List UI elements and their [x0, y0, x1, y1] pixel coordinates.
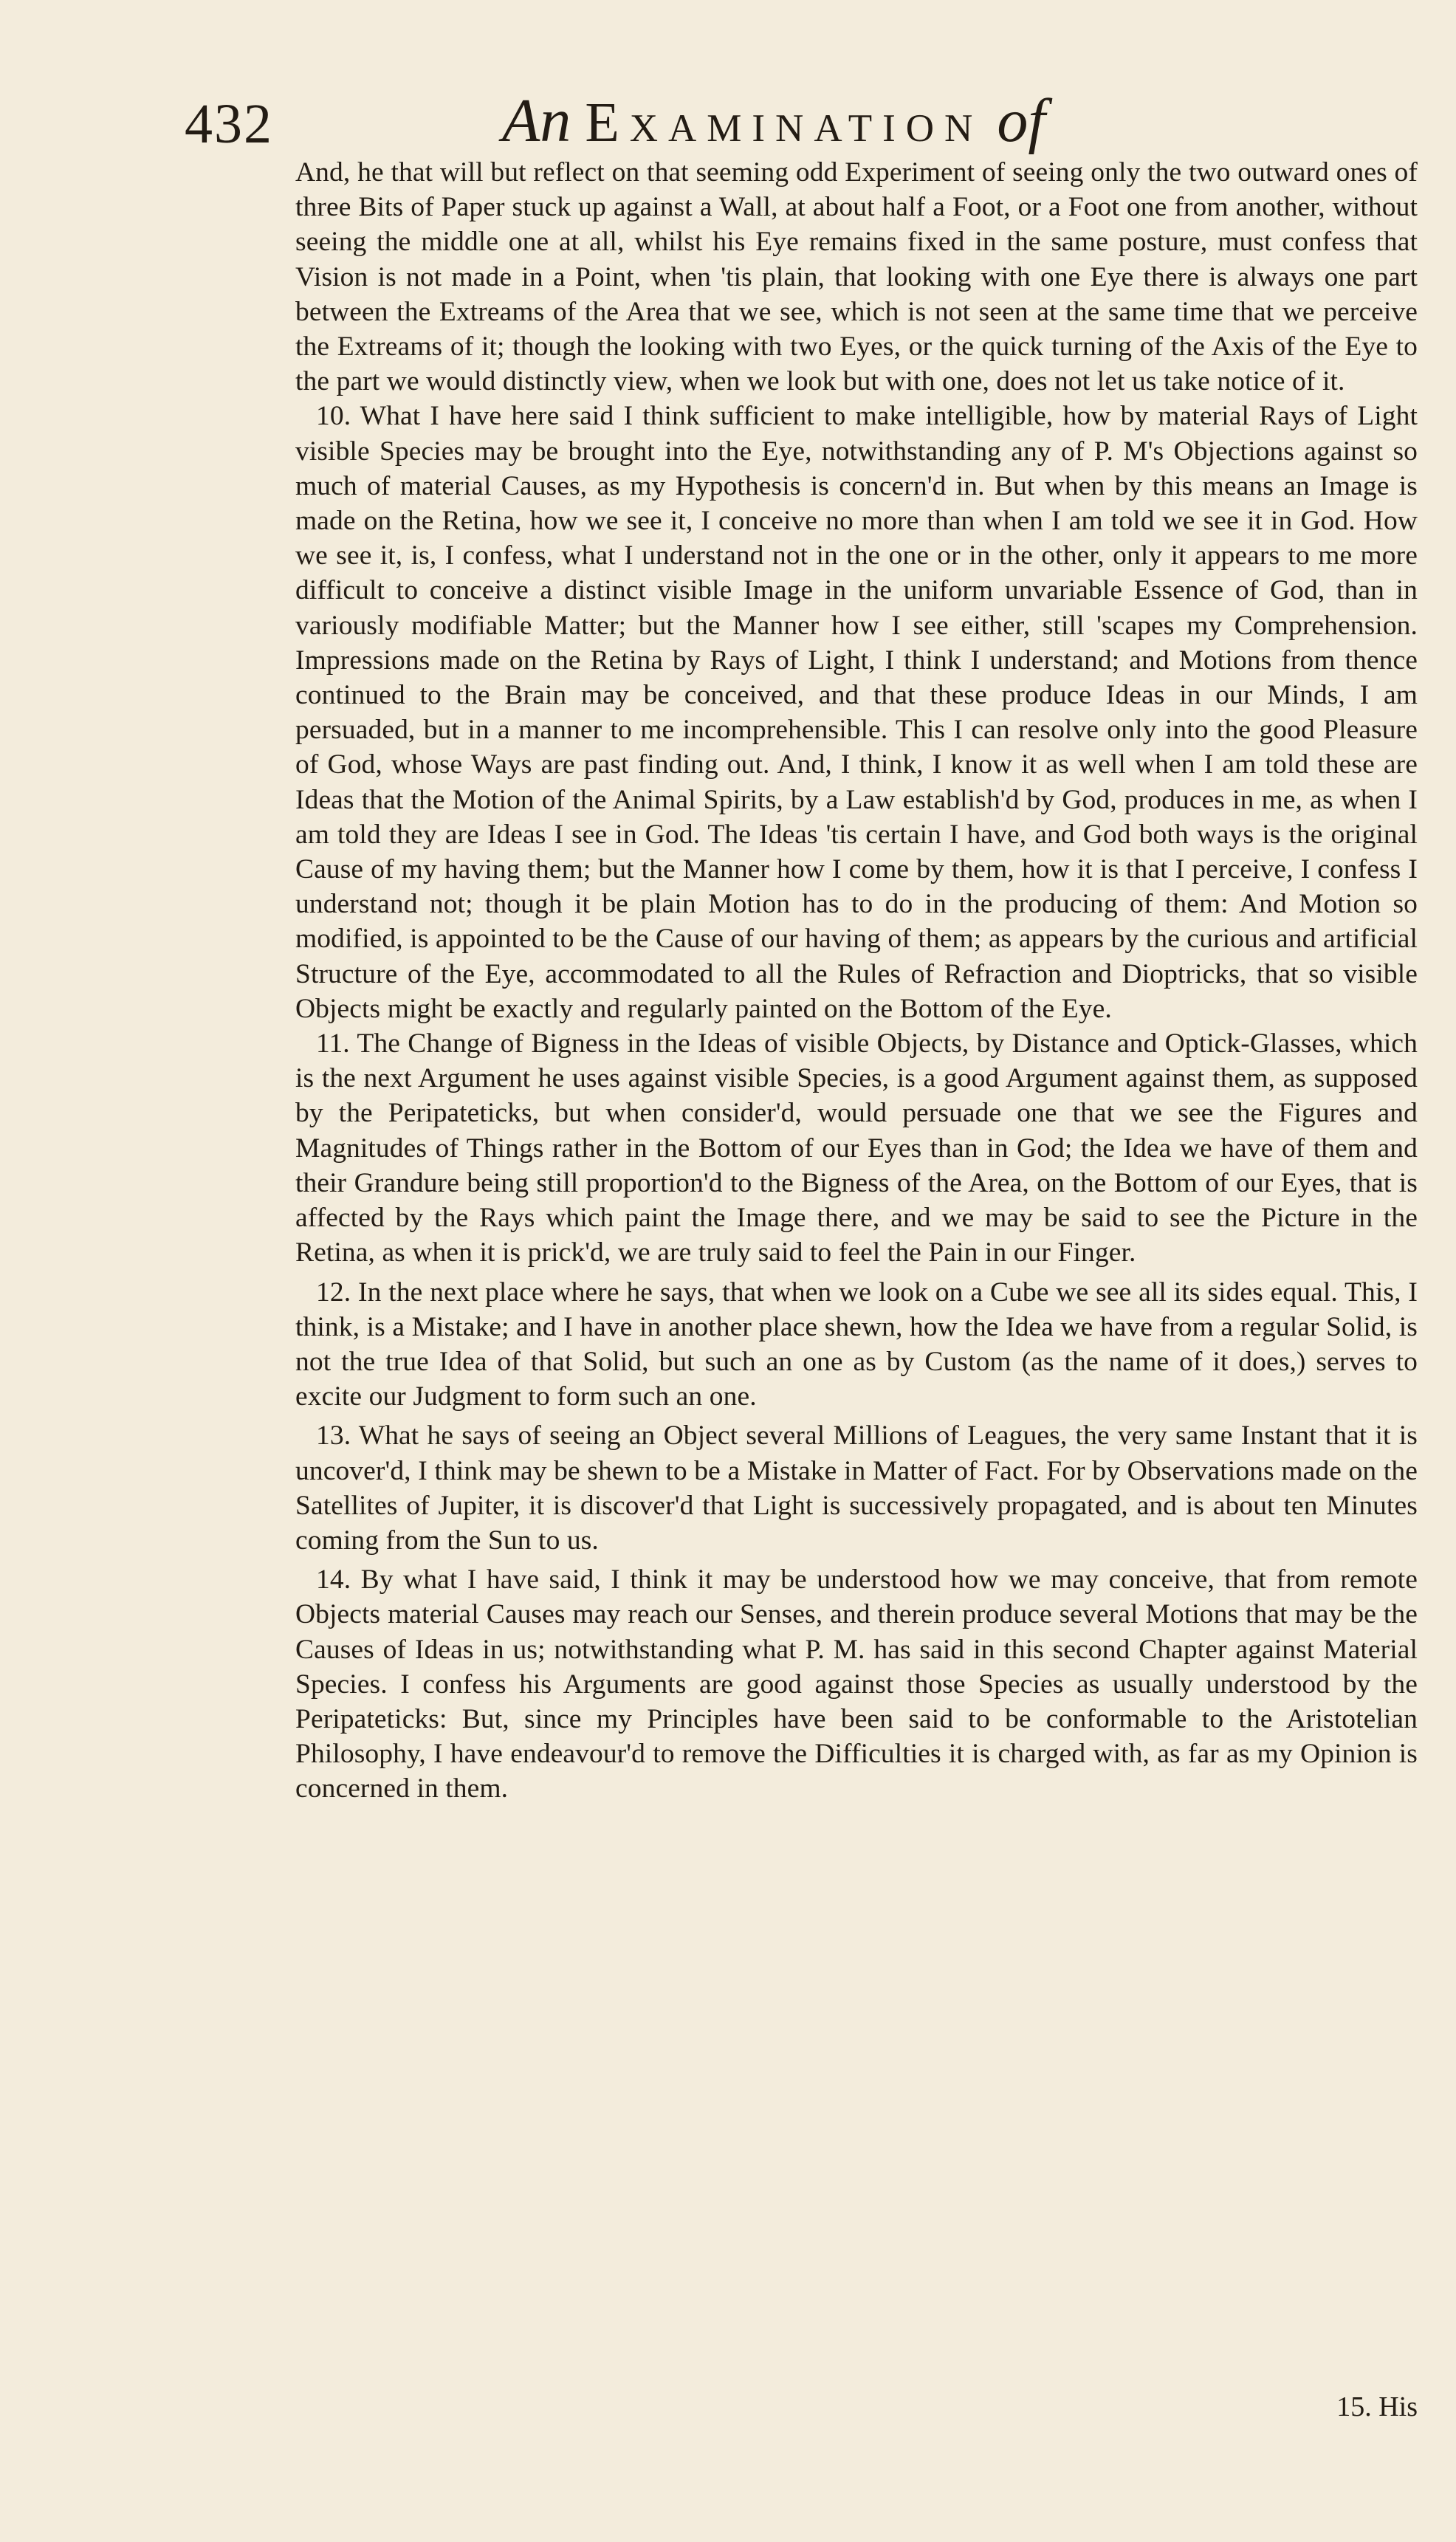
running-title-main: Examination: [585, 92, 983, 154]
page-number: 432: [185, 93, 273, 155]
paragraph-12: 12. In the next place where he says, that when we look on a Cube we see all its sides equal. This, I think, is a Mistake; and I have in another place shewn, how the Idea we have from a regular Solid, is not the true Idea of that Solid, but such an one as by Custom (as the name of it does,) serves to excite our Judgment to form such an one.: [295, 1277, 1418, 1412]
running-title-prefix: An: [502, 86, 571, 155]
page-header: [185, 70, 1366, 159]
paragraph-14: 14. By what I have said, I think it may be understood how we may conceive, that from remote Objects material Causes may reach our Senses, and therein produce several Motions that may be the Causes of Ideas in us; notwithstanding what P. M. has said in this second Chapter against Material Species. I confess his Arguments are good against those Species as usually understood by the Peripateticks: But, since my Principles have been said to be conformable to the Aristotelian Philosophy, I have endeavour'd to remove the Difficulties it is charged with, as far as my Opinion is concerned in them.: [295, 1564, 1418, 1804]
paragraph-10: 10. What I have here said I think sufficient to make intelligible, how by material Rays of Light visible Species may be brought into the Eye, notwithstanding any of P. M's Objections against so much of material Causes, as my Hypothesis is concern'd in. But when by this means an Image is made on the Retina, how we see it, I conceive no more than when I am told we see it in God. How we see it, is, I confess, what I understand not in the one or in the other, only it appears to me more difficult to conceive a distinct visible Image in the uniform unvariable Essence of God, than in variously modifiable Matter; but the Manner how I see either, still 'scapes my Comprehension. Impressions made on the Retina by Rays of Light, I think I understand; and Motions from thence continued to the Brain may be conceived, and that these produce Ideas in our Minds, I am persuaded, but in a manner to me incomprehensible. This I can resolve only into the good Pleasure of God, whose Ways are past finding out. And, I think, I know it as well when I am told these are Ideas that the Motion of the Animal Spirits, by a Law establish'd by God, produces in me, as when I am told they are Ideas I see in God. The Ideas 'tis certain I have, and God both ways is the original Cause of my having them; but the Manner how I come by them, how it is that I perceive, I confess I understand not; though it be plain Motion has to do in the producing of them: And Motion so modified, is appointed to be the Cause of our having of them; as appears by the curious and artificial Structure of the Eye, accommodated to all the Rules of Refraction and Dioptricks, that so visible Objects might be exactly and regularly painted on the Bottom of the Eye.: [295, 401, 1418, 1024]
catchword: 15. His: [1336, 2391, 1418, 2422]
running-title-suffix: of: [997, 86, 1045, 155]
body-text: [295, 155, 1418, 1807]
paragraph-continuation: And, he that will but reflect on that seeming odd Experiment of seeing only the two outward ones of three Bits of Paper stuck up against a Wall, at about half a Foot, or a Foot one from another, without seeing the middle one at all, whilst his Eye remains fixed in the same posture, must confess that Vision is not made in a Point, when 'tis plain, that looking with one Eye there is always one part between the Extreams of the Area that we see, which is not seen at the same time that we perceive the Extreams of it; though the looking with two Eyes, or the quick turning of the Axis of the Eye to the part we would distinctly view, when we look but with one, does not let us take notice of it.: [295, 157, 1418, 397]
paragraph-13: 13. What he says of seeing an Object several Millions of Leagues, the very same Instant that it is uncover'd, I think may be shewn to be a Mistake in Matter of Fact. For by Observations made on the Satellites of Jupiter, it is discover'd that Light is successively propagated, and is about ten Minutes coming from the Sun to us.: [295, 1421, 1418, 1556]
paragraph-11: 11. The Change of Bigness in the Ideas of visible Objects, by Distance and Optick-Glasses, which is the next Argument he uses against visible Species, is a good Argument against them, as supposed by the Peripateticks, but when consider'd, would persuade one that we see the Figures and Magnitudes of Things rather in the Bottom of our Eyes than in God; the Idea we have of them and their Grandure being still proportion'd to the Bigness of the Area, on the Bottom of our Eyes, that is affected by the Rays which paint the Image there, and we may be said to see the Picture in the Retina, as when it is prick'd, we are truly said to feel the Pain in our Finger.: [295, 1028, 1418, 1268]
running-title: [502, 85, 1045, 157]
